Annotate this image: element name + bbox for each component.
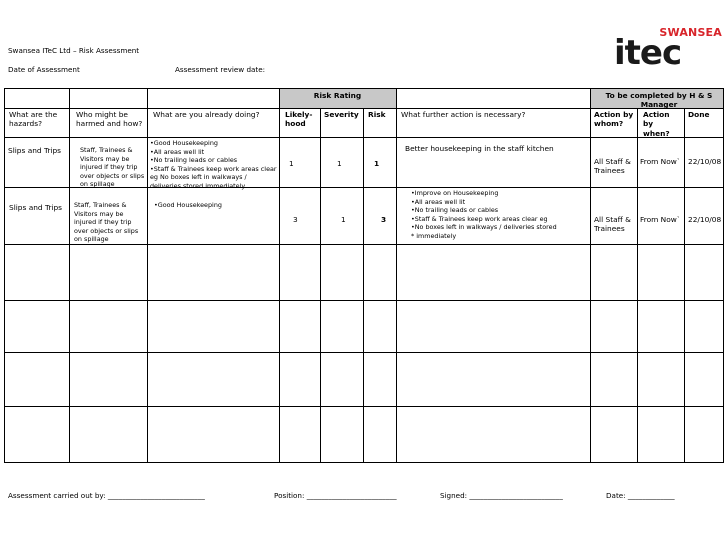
row2-further-item: * immediately	[411, 231, 457, 240]
row1-doing-item: •Good Housekeeping	[150, 139, 218, 147]
row2-by-whom: All Staff & Trainees	[594, 215, 631, 234]
row1-by-whom: All Staff & Trainees	[594, 157, 631, 176]
row1-doing	[150, 139, 278, 191]
table-rule	[320, 108, 321, 463]
col-hazards: What are the hazards?	[9, 110, 58, 129]
row1-doing-item: •All areas well lit	[150, 147, 205, 156]
col-action-by-whom: Action by whom?	[594, 110, 634, 129]
row2-risk: 3	[381, 215, 387, 224]
logo-swansea-text: SWANSEA	[659, 26, 722, 39]
carried-out-by-field[interactable]: Assessment carried out by: ___________________________	[8, 491, 205, 500]
col-risk: Risk	[368, 110, 386, 119]
row2-doing	[154, 201, 278, 210]
row2-further-item: •All areas well lit	[411, 197, 466, 206]
row1-done: 22/10/08	[688, 157, 722, 166]
row2-done: 22/10/08	[688, 215, 722, 224]
row2-further	[411, 189, 589, 241]
table-rule	[723, 88, 724, 463]
row2-by-when: From Now`	[640, 215, 681, 224]
row2-further-item: •No boxes left in walkways / deliveries stored	[411, 223, 557, 232]
row2-severity: 1	[341, 215, 346, 224]
col-severity: Severity	[324, 110, 359, 119]
row2-likelihood: 3	[293, 215, 298, 224]
position-field[interactable]: Position: _________________________	[274, 491, 397, 500]
swansea-itec-logo	[612, 26, 722, 74]
row1-further-item: Better housekeeping in the staff kitchen	[405, 144, 554, 153]
document-title: Swansea ITeC Ltd – Risk Assessment	[8, 46, 140, 55]
table-rule	[363, 108, 364, 463]
row2-who: Staff, Trainees & Visitors may be injured if they trip over objects or slips on spillage	[74, 201, 139, 244]
logo-itec-text: itec	[614, 33, 682, 73]
row2-further-item: •Staff & Trainees keep work areas clear eg	[411, 214, 548, 223]
table-rule	[69, 88, 70, 463]
row2-further-item: •No trailing leads or cables	[411, 206, 499, 215]
row1-risk: 1	[374, 159, 380, 168]
col-done: Done	[688, 110, 710, 119]
review-date-label: Assessment review date:	[175, 65, 266, 74]
row2-doing-item: •Good Housekeeping	[154, 201, 222, 209]
row1-who: Staff, Trainees & Visitors may be injured if they trip over objects or slips on spillage	[80, 146, 145, 189]
col-who: Who might be harmed and how?	[76, 110, 143, 129]
table-rule	[396, 88, 397, 463]
row1-doing-item: •No trailing leads or cables	[150, 156, 238, 165]
col-further: What further action is necessary?	[401, 110, 526, 119]
row1-hazard: Slips and Trips	[8, 146, 62, 155]
row1-doing-item: •Staff & Trainees keep work areas clear eg No boxes left in walkways / deliveries stored immediately	[150, 164, 277, 190]
row1-by-when: From Now`	[640, 157, 681, 166]
row2-further-item: •Improve on Housekeeping	[411, 189, 499, 197]
col-action-by-when: Action by when?	[643, 110, 670, 138]
table-rule	[4, 88, 723, 89]
risk-rating-header: Risk Rating	[313, 91, 362, 100]
table-rule	[590, 88, 591, 463]
row2-hazard: Slips and Trips	[9, 203, 63, 212]
date-field[interactable]: Date: _____________	[606, 491, 675, 500]
table-rule	[279, 88, 280, 463]
row1-likelihood: 1	[289, 159, 294, 168]
col-doing: What are you already doing?	[153, 110, 260, 119]
row1-severity: 1	[337, 159, 342, 168]
row1-further	[405, 144, 590, 153]
table-rule	[4, 88, 5, 463]
col-likelihood: Likely-hood	[285, 110, 313, 129]
table-rule	[684, 108, 685, 463]
date-of-assessment-label: Date of Assessment	[8, 65, 80, 74]
signed-field[interactable]: Signed: __________________________	[440, 491, 563, 500]
hs-manager-header: To be completed by H & S Manager	[605, 91, 713, 109]
table-rule	[147, 88, 148, 463]
